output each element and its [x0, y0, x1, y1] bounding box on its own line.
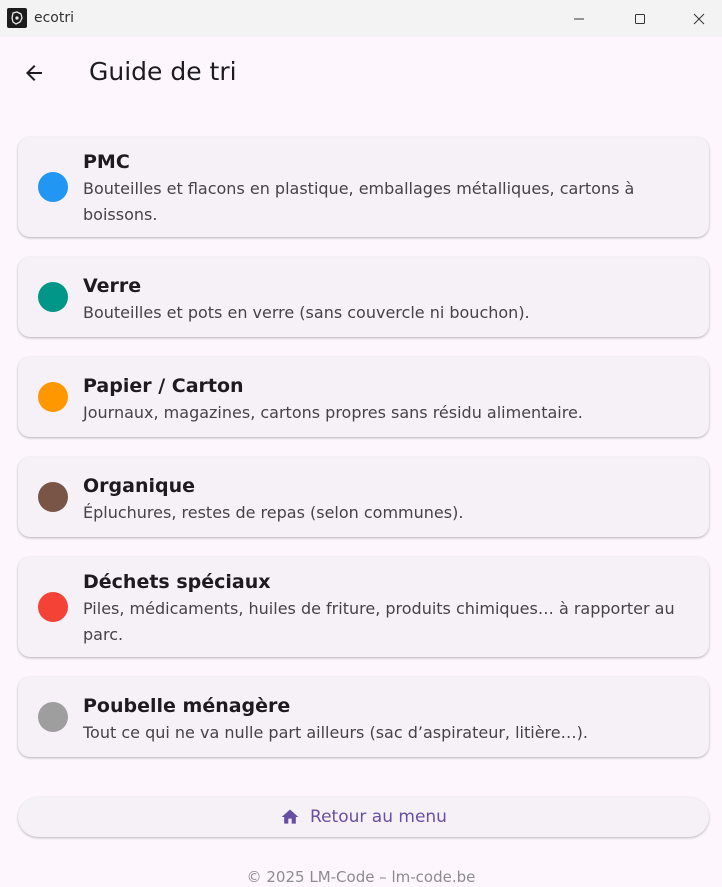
- maximize-button[interactable]: [617, 0, 663, 37]
- category-description: Bouteilles et pots en verre (sans couvercle ni bouchon).: [83, 303, 530, 322]
- category-title: PMC: [83, 151, 130, 173]
- close-button[interactable]: [676, 0, 722, 37]
- category-color-dot: [38, 482, 68, 512]
- footer-copyright: © 2025 LM-Code – lm-code.be: [246, 868, 476, 886]
- home-icon: [280, 807, 300, 827]
- category-color-dot: [38, 592, 68, 622]
- minimize-icon: [573, 13, 585, 25]
- back-button[interactable]: [12, 51, 56, 95]
- app-logo-icon: [7, 8, 27, 28]
- category-card-organique: [18, 457, 709, 537]
- maximize-icon: [634, 13, 646, 25]
- window-titlebar: [0, 0, 722, 37]
- category-color-dot: [38, 702, 68, 732]
- category-title: Déchets spéciaux: [83, 571, 271, 593]
- category-card-pmc: [18, 137, 709, 237]
- category-color-dot: [38, 282, 68, 312]
- category-card-poubelle-menagere: [18, 677, 709, 757]
- category-description: Journaux, magazines, cartons propres sans résidu alimentaire.: [83, 403, 583, 422]
- category-card-papier-carton: [18, 357, 709, 437]
- minimize-button[interactable]: [556, 0, 602, 37]
- category-card-dechets-speciaux: [18, 557, 709, 657]
- app-bar: [0, 37, 722, 109]
- window-title: ecotri: [34, 10, 75, 26]
- back-to-menu-label: Retour au menu: [310, 807, 447, 827]
- category-description: Tout ce qui ne va nulle part ailleurs (sac d’aspirateur, litière…).: [83, 723, 588, 742]
- category-title: Verre: [83, 275, 142, 297]
- back-to-menu-button[interactable]: [18, 797, 709, 837]
- category-card-verre: [18, 257, 709, 337]
- arrow-back-icon: [22, 61, 46, 85]
- category-title: Papier / Carton: [83, 375, 244, 397]
- category-description: Piles, médicaments, huiles de friture, produits chimiques… à rapporter au parc.: [83, 599, 675, 644]
- category-title: Organique: [83, 475, 195, 497]
- category-description: Bouteilles et flacons en plastique, emballages métalliques, cartons à boissons.: [83, 179, 635, 224]
- category-color-dot: [38, 172, 68, 202]
- page-title: Guide de tri: [89, 57, 237, 86]
- close-icon: [693, 13, 705, 25]
- category-color-dot: [38, 382, 68, 412]
- category-description: Épluchures, restes de repas (selon communes).: [83, 503, 464, 522]
- category-title: Poubelle ménagère: [83, 695, 291, 717]
